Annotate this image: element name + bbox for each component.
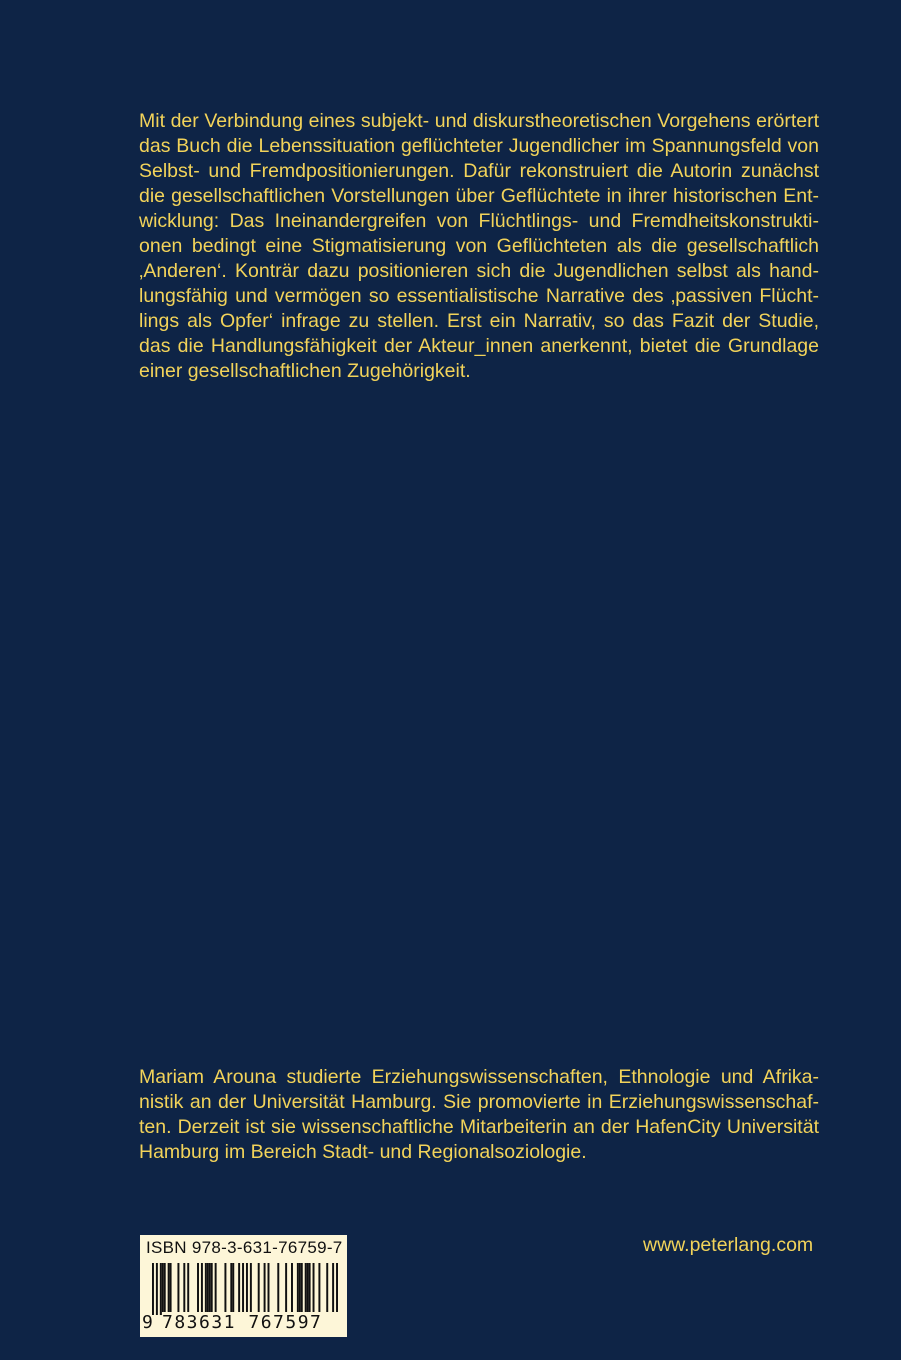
barcode-lead-digit: 9 bbox=[142, 1312, 153, 1333]
blurb-line: einer gesellschaftlichen Zugehörigkeit. bbox=[139, 360, 471, 382]
publisher-blurb bbox=[139, 109, 819, 384]
barcode-bar bbox=[238, 1263, 240, 1315]
barcode-bar bbox=[164, 1263, 166, 1315]
barcode-bars bbox=[152, 1263, 338, 1315]
barcode-bar bbox=[299, 1263, 301, 1315]
barcode-bar bbox=[168, 1263, 170, 1315]
barcode-bar bbox=[268, 1263, 270, 1315]
barcode-bar bbox=[211, 1263, 213, 1315]
barcode-bar bbox=[297, 1263, 299, 1315]
barcode-bar bbox=[156, 1263, 158, 1315]
blurb-line: Mit der Verbindung eines subjekt- und diskurstheoretischen Vorgehens erörtert bbox=[139, 110, 819, 132]
barcode-bar bbox=[307, 1263, 309, 1315]
barcode-bar bbox=[207, 1263, 209, 1315]
barcode-bar bbox=[313, 1263, 315, 1315]
bio-line: ten. Derzeit ist sie wissenschaftliche Mitarbeiterin an der HafenCity Universität bbox=[139, 1116, 819, 1138]
barcode-bar bbox=[224, 1263, 226, 1315]
barcode-bar bbox=[277, 1263, 279, 1315]
bio-line: Mariam Arouna studierte Erziehungswissenschaften, Ethnologie und Afrika- bbox=[139, 1066, 819, 1088]
barcode-digits: 783631 767597 bbox=[162, 1312, 342, 1334]
barcode-bar bbox=[318, 1263, 320, 1315]
blurb-line: Selbst- und Fremdpositionierungen. Dafür rekonstruiert die Autorin zunächst bbox=[139, 160, 819, 182]
barcode-bar bbox=[183, 1263, 185, 1315]
barcode-bar bbox=[160, 1263, 162, 1315]
barcode-bar bbox=[332, 1263, 334, 1315]
barcode-bar bbox=[326, 1263, 328, 1315]
blurb-line: lungsfähig und vermögen so essentialistische Narrative des ‚passiven Flücht- bbox=[139, 285, 819, 307]
blurb-line: onen bedingt eine Stigmatisierung von Geflüchteten als die gesellschaftlich bbox=[139, 235, 819, 257]
bio-line: Hamburg im Bereich Stadt- und Regionalsoziologie. bbox=[139, 1141, 587, 1163]
barcode-bar bbox=[205, 1263, 207, 1315]
barcode-bar bbox=[170, 1263, 172, 1315]
barcode-bar bbox=[162, 1263, 164, 1315]
author-bio bbox=[139, 1065, 819, 1165]
barcode-bar bbox=[242, 1263, 244, 1315]
barcode-bar bbox=[201, 1263, 203, 1315]
barcode-bar bbox=[264, 1263, 266, 1315]
barcode-bar bbox=[209, 1263, 211, 1315]
isbn-barcode bbox=[140, 1235, 347, 1337]
blurb-line: ‚Anderen‘. Konträr dazu positionieren sich die Jugendlichen selbst als hand- bbox=[139, 260, 819, 282]
blurb-line: das Buch die Lebenssituation geflüchteter Jugendlicher im Spannungsfeld von bbox=[139, 135, 819, 157]
barcode-bar bbox=[309, 1263, 311, 1315]
publisher-website: www.peterlang.com bbox=[643, 1234, 814, 1256]
barcode-bar bbox=[285, 1263, 287, 1315]
barcode-bar bbox=[152, 1263, 154, 1315]
barcode-bar bbox=[291, 1263, 293, 1315]
barcode-bar bbox=[250, 1263, 252, 1315]
barcode-bar bbox=[336, 1263, 338, 1315]
barcode-bar bbox=[305, 1263, 307, 1315]
blurb-line: wicklung: Das Ineinandergreifen von Flüchtlings- und Fremdheitskonstrukti- bbox=[139, 210, 819, 232]
blurb-line: das die Handlungsfähigkeit der Akteur_innen anerkennt, bietet die Grundlage bbox=[139, 335, 819, 357]
barcode-bar bbox=[215, 1263, 217, 1315]
barcode-bar bbox=[197, 1263, 199, 1315]
barcode-bar bbox=[232, 1263, 234, 1315]
blurb-line: lings als Opfer‘ infrage zu stellen. Erst ein Narrativ, so das Fazit der Studie, bbox=[139, 310, 819, 332]
barcode-bar bbox=[301, 1263, 303, 1315]
barcode-bar bbox=[177, 1263, 179, 1315]
bio-line: nistik an der Universität Hamburg. Sie promovierte in Erziehungswissenschaf- bbox=[139, 1091, 819, 1113]
isbn-label: ISBN 978-3-631-76759-7 bbox=[146, 1238, 343, 1257]
barcode-bar bbox=[258, 1263, 260, 1315]
barcode-bar bbox=[187, 1263, 189, 1315]
barcode-bar bbox=[246, 1263, 248, 1315]
barcode-bar bbox=[230, 1263, 232, 1315]
blurb-line: die gesellschaftlichen Vorstellungen über Geflüchtete in ihrer historischen Ent- bbox=[139, 185, 819, 207]
